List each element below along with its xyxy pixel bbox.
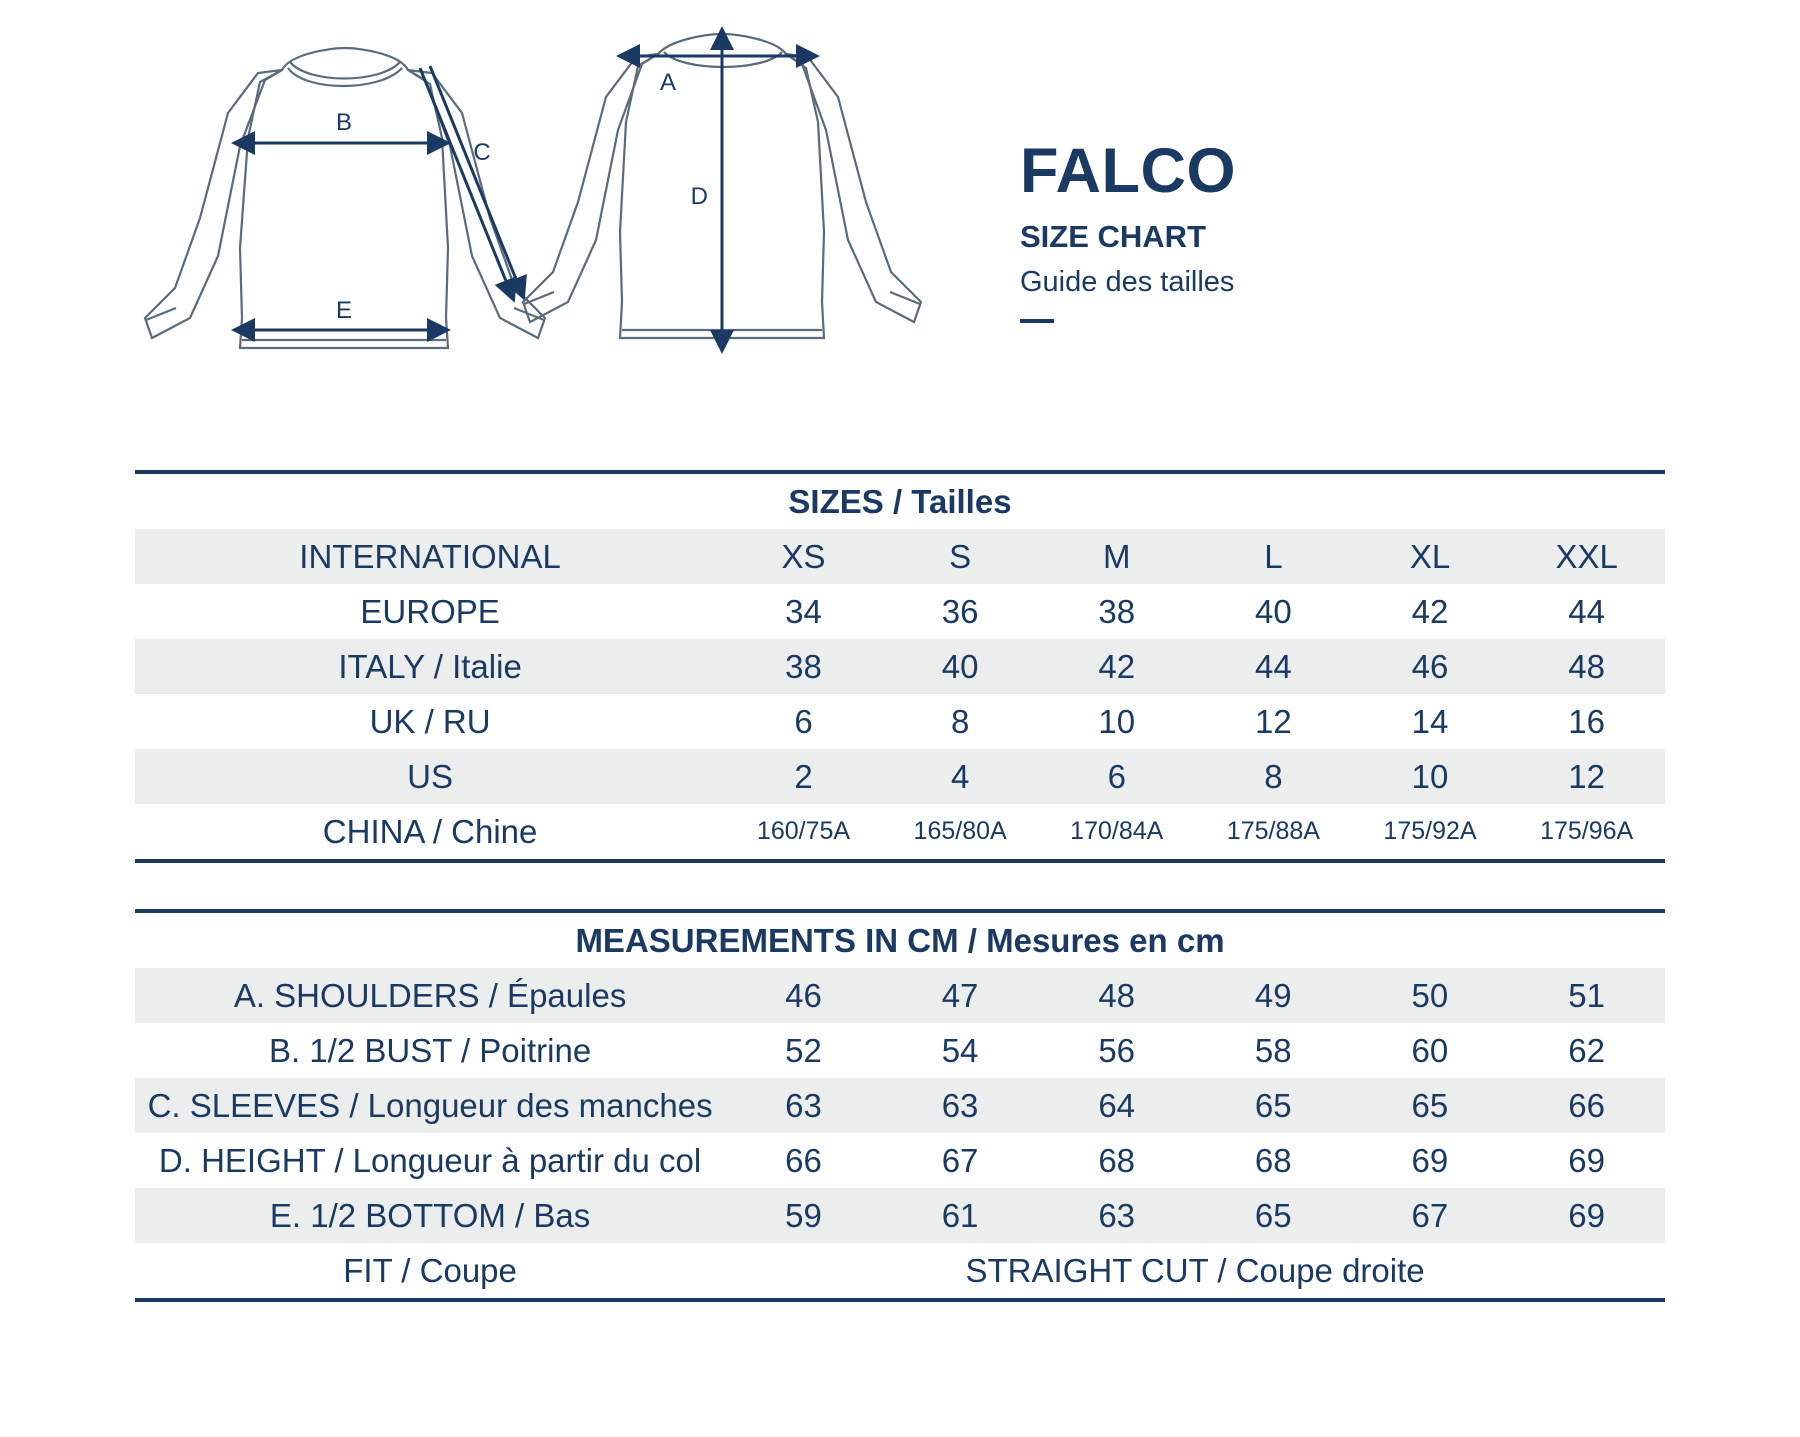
sizes-section-heading: SIZES / Tailles xyxy=(135,472,1665,529)
cell: 40 xyxy=(882,639,1039,694)
cell: 160/75A xyxy=(725,804,882,861)
cell: 64 xyxy=(1038,1078,1195,1133)
cell: 66 xyxy=(785,1142,822,1179)
cell: 48 xyxy=(1038,968,1195,1023)
cell: 16 xyxy=(1568,703,1606,740)
cell: 175/92A xyxy=(1352,804,1509,861)
cell: XXL xyxy=(1508,529,1665,584)
cell: 4 xyxy=(882,749,1039,804)
table-row xyxy=(135,968,1665,1023)
row-label-china: CHINA / Chine xyxy=(135,804,725,861)
cell: 10 xyxy=(1098,703,1136,740)
fit-row xyxy=(135,1243,1665,1300)
cell: 49 xyxy=(1195,968,1352,1023)
cell: 2 xyxy=(725,749,882,804)
cell: 44 xyxy=(1568,593,1606,630)
cell: 61 xyxy=(882,1188,1039,1243)
table-gap xyxy=(135,863,1665,909)
cell: M xyxy=(1038,529,1195,584)
cell: 175/88A xyxy=(1195,804,1352,861)
cell: 58 xyxy=(1254,1032,1292,1069)
cell: 68 xyxy=(1098,1142,1136,1179)
cell: 14 xyxy=(1411,703,1449,740)
cell: 65 xyxy=(1195,1188,1352,1243)
table-row xyxy=(135,1133,1665,1188)
cell: 40 xyxy=(1255,593,1292,630)
measurements-section-heading-row xyxy=(135,911,1665,968)
cell: 69 xyxy=(1411,1142,1449,1179)
brand-block xyxy=(1020,136,1236,323)
row-label-international: INTERNATIONAL xyxy=(135,529,725,584)
cell: 46 xyxy=(725,968,882,1023)
cell: 62 xyxy=(1568,1032,1605,1069)
row-label-fit: FIT / Coupe xyxy=(135,1243,725,1300)
cell: 165/80A xyxy=(882,804,1039,861)
brand-divider xyxy=(1020,319,1054,323)
table-row xyxy=(135,1023,1665,1078)
brand-subtitle-fr: Guide des tailles xyxy=(1020,266,1235,298)
cell: 54 xyxy=(941,1032,979,1069)
cell: 66 xyxy=(1508,1078,1665,1133)
fit-value: STRAIGHT CUT / Coupe droite xyxy=(725,1243,1665,1300)
table-row xyxy=(135,529,1665,584)
cell: 50 xyxy=(1352,968,1509,1023)
dimension-arrow-d xyxy=(691,50,722,336)
measurements-section-heading: MEASUREMENTS IN CM / Mesures en cm xyxy=(135,911,1665,968)
table-row xyxy=(135,1188,1665,1243)
cell: 65 xyxy=(1195,1078,1352,1133)
table-row xyxy=(135,804,1665,861)
cell: 36 xyxy=(941,593,979,630)
cell: 8 xyxy=(950,703,970,740)
cell: 51 xyxy=(1508,968,1665,1023)
cell: 56 xyxy=(1098,1032,1136,1069)
cell: XL xyxy=(1352,529,1509,584)
cell: 38 xyxy=(1098,593,1136,630)
dimension-arrow-b xyxy=(255,109,433,143)
table-row xyxy=(135,639,1665,694)
brand-title: FALCO xyxy=(1020,136,1236,206)
label-a: A xyxy=(659,69,677,96)
label-b: B xyxy=(335,109,353,136)
dimension-arrow-e xyxy=(255,297,433,330)
cell: 34 xyxy=(785,593,822,630)
cell: 42 xyxy=(1411,593,1449,630)
brand-subtitle-en: SIZE CHART xyxy=(1020,219,1206,254)
row-label-sleeves: C. SLEEVES / Longueur des manches xyxy=(135,1078,725,1133)
cell: XS xyxy=(725,529,882,584)
row-label-bust: B. 1/2 BUST / Poitrine xyxy=(268,1032,592,1069)
cell: 60 xyxy=(1411,1032,1449,1069)
cell: L xyxy=(1195,529,1352,584)
cell: S xyxy=(882,529,1039,584)
cell: 63 xyxy=(882,1078,1039,1133)
row-label-uk-ru: UK / RU xyxy=(369,703,491,740)
label-c: C xyxy=(473,139,491,166)
row-label-europe: EUROPE xyxy=(360,593,500,630)
measurements-table xyxy=(135,909,1665,1302)
cell: 69 xyxy=(1508,1188,1665,1243)
cell: 59 xyxy=(725,1188,882,1243)
cell: 38 xyxy=(725,639,882,694)
cell: 67 xyxy=(1352,1188,1509,1243)
illustration-area xyxy=(0,0,1800,470)
row-label-us: US xyxy=(135,749,725,804)
cell: 68 xyxy=(1254,1142,1292,1179)
garment-diagrams xyxy=(130,18,990,438)
cell: 63 xyxy=(725,1078,882,1133)
cell: 175/96A xyxy=(1508,804,1665,861)
cell: 6 xyxy=(1038,749,1195,804)
cell: 44 xyxy=(1195,639,1352,694)
row-label-bottom: E. 1/2 BOTTOM / Bas xyxy=(135,1188,725,1243)
row-label-italy: ITALY / Italie xyxy=(135,639,725,694)
sizes-section-heading-row xyxy=(135,472,1665,529)
table-row xyxy=(135,1078,1665,1133)
cell: 42 xyxy=(1038,639,1195,694)
row-label-height: D. HEIGHT / Longueur à partir du col xyxy=(158,1142,702,1179)
cell: 8 xyxy=(1195,749,1352,804)
cell: 63 xyxy=(1038,1188,1195,1243)
table-row xyxy=(135,584,1665,639)
cell: 170/84A xyxy=(1038,804,1195,861)
row-label-shoulders: A. SHOULDERS / Épaules xyxy=(135,968,725,1023)
sizes-table xyxy=(135,470,1665,863)
label-d: D xyxy=(690,183,708,210)
cell: 6 xyxy=(794,703,813,740)
cell: 48 xyxy=(1508,639,1665,694)
cell: 65 xyxy=(1352,1078,1509,1133)
cell: 46 xyxy=(1352,639,1509,694)
cell: 12 xyxy=(1508,749,1665,804)
table-row xyxy=(135,694,1665,749)
cell: 69 xyxy=(1568,1142,1605,1179)
cell: 47 xyxy=(882,968,1039,1023)
table-row xyxy=(135,749,1665,804)
cell: 52 xyxy=(785,1032,822,1069)
label-e: E xyxy=(335,297,353,324)
sizes-table-wrap xyxy=(0,470,1800,1302)
cell: 10 xyxy=(1352,749,1509,804)
cell: 67 xyxy=(941,1142,979,1179)
cell: 12 xyxy=(1255,703,1292,740)
